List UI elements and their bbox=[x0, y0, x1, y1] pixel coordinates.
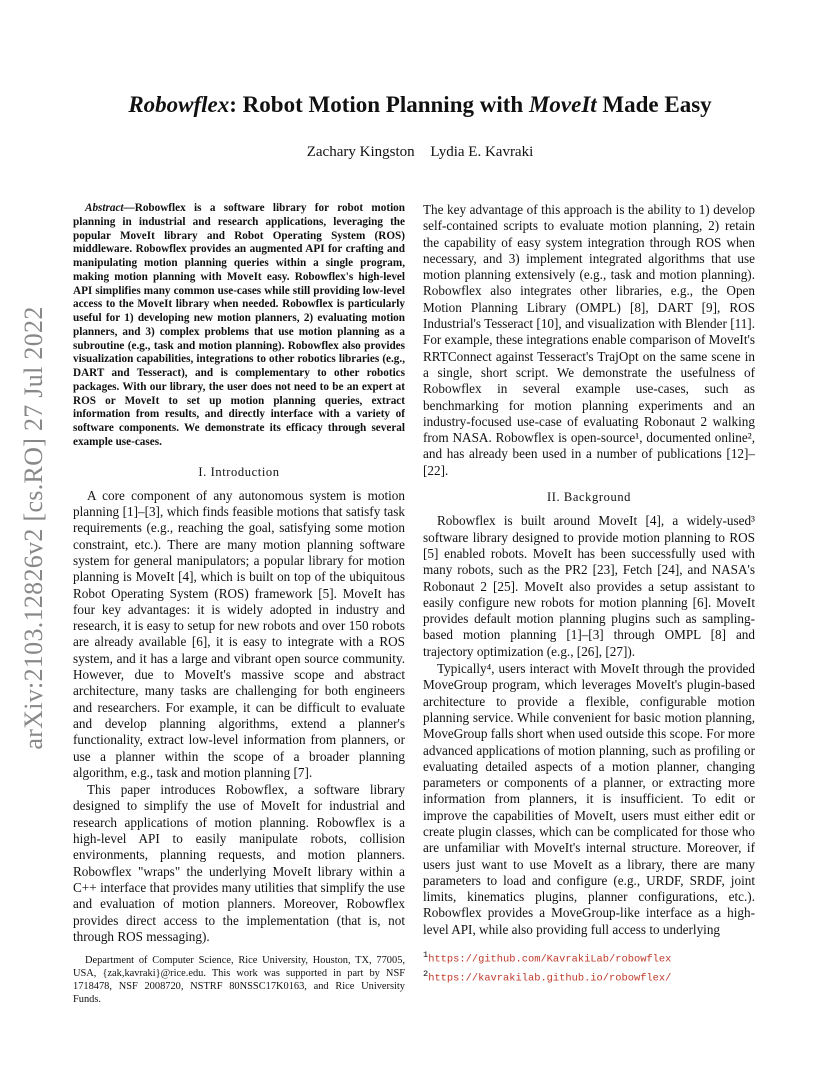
abstract-text: Robowflex is a software library for robot motion planning in industrial and research applications, leveraging the popular MoveIt library and Robot Operating System (ROS) middleware. Robowflex provides an augmented API for crafting and manipulating motion planning queries within a single program, making motion planning with MoveIt easy. Robowflex's high-level API simplifies many common use-cases while still providing low-level access to the MoveIt library when needed. Robowflex is particularly useful for 1) developing new motion planners, 2) evaluating motion planners, and 3) complex problems that use motion planning as a subroutine (e.g., task and motion planning). Robowflex also provides visualization capabilities, integrations to other robotics libraries (e.g., DART and Tesseract), and is complementary to other robotics packages. With our library, the user does not need to be an expert at ROS or MoveIt to set up motion planning queries, extract information from results, and directly interface with a variety of software components. We demonstrate its efficacy through several example use-cases. bbox=[73, 202, 405, 448]
title-part-2: : Robot Motion Planning with bbox=[229, 92, 529, 117]
body-paragraph: This paper introduces Robowflex, a software library designed to simplify the use of MoveIt for industrial and research applications of motion planning. Robowflex is a high-level API to easily manipulate robots, collision environments, planning requests, and motion planners. Robowflex "wraps" the underlying MoveIt library within a C++ interface that provides many utilities that simplify the use and evaluation of motion planners. Moreover, Robowflex provides direct access to the implementation (that is, not through ROS messaging). bbox=[73, 782, 405, 944]
title-part-4: Made Easy bbox=[596, 92, 712, 117]
abstract-lead: Abstract— bbox=[85, 202, 135, 214]
section-heading-introduction: I. Introduction bbox=[198, 464, 280, 479]
section-heading-background: II. Background bbox=[546, 490, 632, 505]
footnote-item bbox=[423, 967, 755, 985]
footnote-link[interactable]: https://github.com/KavrakiLab/robowflex bbox=[428, 953, 672, 966]
body-paragraph: A core component of any autonomous system is motion planning [1]–[3], which finds feasible motions that satisfy task requirements (e.g., reaching the goal, satisfying some motion constraint, etc.). There are many motion planning software system for general manipulators; a popular library for motion planning is MoveIt [4], which is built on top of the ubiquitous Robot Operating System (ROS) framework [5]. MoveIt has four key advantages: it is widely adopted in industry and research, it is easy to setup for new robots and over 150 robots are already available [6], it is easy to integrate with a ROS system, and it has a large and vibrant open source community. However, due to MoveIt's massive scope and abstract architecture, many tasks are challenging for both engineers and researchers. For example, it can be difficult to evaluate and develop planning algorithms, extend a planner's functionality, extract low-level information from planners, or use a planner within the scope of a broader planning algorithm, e.g., task and motion planning [7]. bbox=[73, 487, 405, 780]
arxiv-identifier: arXiv:2103.12826v2 [cs.RO] 27 Jul 2022 bbox=[19, 306, 48, 750]
title-part-1: Robowflex bbox=[128, 92, 230, 117]
footnote-link[interactable]: https://kavrakilab.github.io/robowflex/ bbox=[428, 972, 672, 984]
right-column bbox=[423, 202, 755, 985]
url-footnotes bbox=[423, 948, 755, 985]
arxiv-sidebar bbox=[12, 288, 56, 768]
body-paragraph: Typically⁴, users interact with MoveIt through the provided MoveGroup program, which leverages MoveIt's plugin-based architecture to provide a flexible, configurable motion planning service. While convenient for basic motion planning, MoveGroup falls short when used outside this scope. For more advanced applications of motion planning, such as profiling or evaluating detailed aspects of a motion planner, changing parameters or components of a planner, or extracting more information from planners, it is insufficient. To edit or improve the capabilities of MoveIt, users must either edit or create plugin classes, which can be complicated for those who are unfamiliar with MoveIt's internal structure. Moreover, if users just want to use MoveIt as a library, there are many parameters to load and configure (e.g., URDF, SRDF, joint limits, kinematics plugins, planner configurations, etc.). Robowflex provides a MoveGroup-like interface as a high-level API, while also providing full access to underlying bbox=[423, 661, 755, 937]
body-paragraph: Robowflex is built around MoveIt [4], a widely-used³ software library designed to provide motion planning to ROS [5] enabled robots. MoveIt has been successfully used with many robots, such as the PR2 [23], Fetch [24], and NASA's Robonaut 2 [25]. MoveIt also provides a setup assistant to easily configure new robots for motion planning [6]. MoveIt provides default motion planning plugins such as sampling-based motion planning [1]–[3] through OMPL [8] and trajectory optimization (e.g., [26], [27]). bbox=[423, 513, 755, 659]
footnote-number: 1 bbox=[423, 950, 429, 961]
body-paragraph: The key advantage of this approach is the ability to 1) develop self-contained scripts to evaluate motion planning, 2) retain the capability of easy system integration through ROS when necessary, and 3) implement integrated algorithms that use motion planning extensively (e.g., task and motion planning). Robowflex also integrates other libraries, e.g., the Open Motion Planning Library (OMPL) [8], DART [9], ROS Industrial's Tesseract [10], and visualization with Blender [11]. For example, these integrations enable comparison of MoveIt's RRTConnect against Tesseract's TrajOpt on the same scene in a single, short script. We demonstrate the usefulness of Robowflex in several example use-cases, such as benchmarking for motion planning experiments and an industry-focused use-case of evaluating Robonaut 2 walking from NASA. Robowflex is open-source¹, documented online², and has already been used in a number of publications [12]–[22]. bbox=[423, 202, 755, 478]
author-list bbox=[250, 144, 590, 161]
title-part-3: MoveIt bbox=[528, 92, 597, 117]
affiliation-footnote: Department of Computer Science, Rice University, Houston, TX, 77005, USA, {zak,kavraki}@rice.edu. This work was supported in part by NSF 1718478, NSF 2008720, NSTRF 80NSSC17K0163, and Rice University Funds. bbox=[73, 955, 405, 1005]
paper-title bbox=[90, 92, 750, 118]
footnote-number: 2 bbox=[423, 968, 429, 979]
footnote-item bbox=[423, 948, 755, 966]
author-name: Zachary Kingston bbox=[306, 144, 415, 160]
abstract bbox=[73, 202, 405, 450]
left-column bbox=[73, 202, 405, 1006]
author-name: Lydia E. Kavraki bbox=[430, 144, 534, 160]
